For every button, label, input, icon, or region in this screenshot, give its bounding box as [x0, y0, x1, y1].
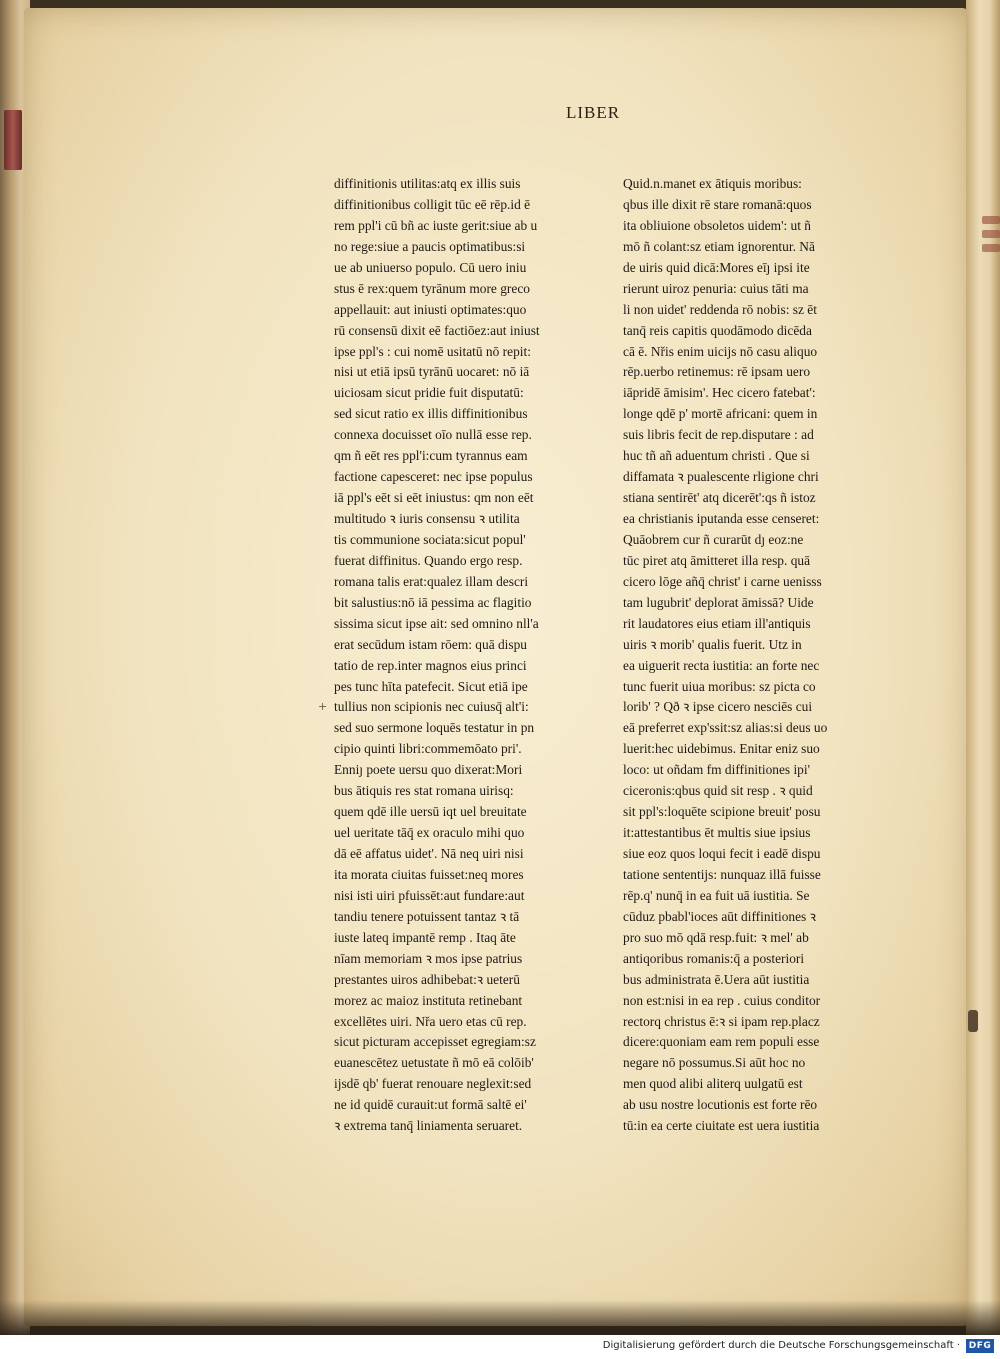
- text-line: rectorq christus ē:ꝛ si ipam rep.placz: [623, 1013, 820, 1029]
- text-line: ita obliuione obsoletos uidem': ut ñ: [623, 217, 812, 233]
- text-line: bus ātiquis res stat romana uirisq:: [334, 783, 514, 799]
- text-line: ita morata ciuitas fuisset:neq mores: [334, 866, 524, 882]
- book-clasp: [968, 1010, 978, 1032]
- text-line: iuste lateq impantē remp . Itaq āte: [334, 929, 516, 945]
- text-line: cā ē. Nřis enim uicijs nō casu aliquo: [623, 343, 818, 359]
- text-line: sissima sicut ipse ait: sed omnino nll'a: [334, 615, 539, 631]
- text-line: ue ab uniuerso populo. Cū uero iniu: [334, 259, 527, 275]
- text-line: non est:nisi in ea rep . cuius conditor: [623, 992, 821, 1008]
- text-line: suis libris fecit de rep.disputare : ad: [623, 427, 814, 443]
- text-line: it:attestantibus ēt multis siue ipsius: [623, 825, 811, 841]
- text-line: rierunt uiroz penuria: cuius tāti ma: [623, 280, 809, 296]
- text-line: men quod alibi aliterq uulgatū est: [623, 1076, 803, 1092]
- text-line: pes tunc hīta patefecit. Sicut etiā ipe: [334, 678, 528, 694]
- text-line: rēp.q' nunq̄ in ea fuit uā iustitia. Se: [623, 887, 810, 903]
- text-line: rit laudatores eius etiam ill'antiquis: [623, 615, 811, 631]
- text-line: factione capesceret: nec ipse populus: [334, 469, 533, 485]
- bookmark-ribbon: [4, 110, 22, 170]
- text-line: siue eoz quos loqui fecit i eadē dispu: [623, 846, 821, 861]
- text-line: sed sicut ratio ex illis diffinitionibus: [334, 406, 528, 422]
- text-line: dā eē affatus uidet'. Nā neq uiri nisi: [334, 846, 524, 861]
- text-line: Quid.n.manet ex ātiquis moribus:: [623, 176, 802, 191]
- text-line: multitudo ꝛ iuris consensu ꝛ utilita: [334, 511, 520, 526]
- text-line: erat secūdum istam rōem: quā dispu: [334, 636, 528, 652]
- text-line: tatio de rep.inter magnos eius princi: [334, 657, 527, 673]
- text-line: tūc piret atq āmitteret illa resp. quā: [623, 552, 811, 568]
- text-line: ea uiguerit recta iustitia: an forte nec: [623, 657, 820, 673]
- text-line: sit ppl's:loquēte scipione breuit' posu: [623, 804, 821, 820]
- text-line: ciceronis:qbus quid sit resp . ꝛ quid: [623, 783, 813, 799]
- text-line: nīam memoriam ꝛ mos ipse patrius: [334, 950, 523, 966]
- footer-bar: [0, 1335, 1000, 1359]
- dfg-logo: DFG: [966, 1339, 994, 1353]
- text-line: bus administrata ē.Uera aūt iustitia: [623, 971, 810, 987]
- text-line: diffamata ꝛ pualescente rligione chri: [623, 469, 819, 485]
- text-line: tū:in ea certe ciuitate est uera iustitia: [623, 1118, 820, 1134]
- text-line: bit salustius:nō iā pessima ac flagitio: [334, 594, 532, 610]
- text-line: cipio quinti libri:commemōato pri'.: [334, 741, 522, 757]
- text-line: huc tñ añ aduentum christi . Que si: [623, 448, 810, 464]
- text-line: li non uidet' reddenda rō nobis: sz ēt: [623, 301, 817, 317]
- text-line: ipse ppl's : cui nomē usitatū nō repit:: [334, 343, 531, 359]
- text-line: tis communione sociata:sicut popul': [334, 531, 526, 547]
- text-line: prestantes uiros adhibebat:ꝛ ueterū: [334, 971, 520, 987]
- text-line: luerit:hec uidebimus. Enitar eniz suo: [623, 741, 820, 757]
- text-line: rēp.uerbo retinemus: rē ipsam uero: [623, 364, 811, 380]
- text-line: nisi ut etiā ipsū tyrānū uocaret: nō iā: [334, 364, 530, 380]
- text-line: pro suo mō qdā resp.fuit: ꝛ mel' ab: [623, 929, 809, 945]
- text-line: longe qdē p' mortē africani: quem in: [623, 406, 818, 422]
- text-line: tandiu tenere potuissent tantaz ꝛ tā: [334, 908, 520, 924]
- text-line: ab usu nostre locutionis est forte rēo: [623, 1097, 818, 1113]
- text-line: ne id quidē curauit:ut formā saltē ei': [334, 1097, 527, 1113]
- text-line: Quāobrem cur ñ curarūt dȷ eoz:ne: [623, 531, 804, 547]
- text-line: uel ueritate tāq̄ ex oraculo mihi quo: [334, 825, 525, 841]
- text-line: diffinitionis utilitas:atq ex illis suis: [334, 176, 521, 191]
- text-line: fuerat diffinitus. Quando ergo resp.: [334, 552, 523, 568]
- text-line: stus ē rex:quem tyrānum more greco: [334, 280, 530, 296]
- text-line: sicut picturam accepisset egregiam:sz: [334, 1034, 536, 1050]
- text-line: uiris ꝛ morib' qualis fuerit. Utz in: [623, 636, 802, 652]
- text-line: Enniȷ poete uersu quo dixerat:Mori: [334, 762, 523, 778]
- text-line: romana talis erat:qualez illam descri: [334, 573, 529, 589]
- text-line: morez ac maioz instituta retinebant: [334, 992, 523, 1008]
- text-line: iāpridē āmisim'. Hec cicero fatebat':: [623, 385, 816, 401]
- text-line: ea christianis iputanda esse censeret:: [623, 511, 820, 526]
- text-line: nisi isti uiri pfuissēt:aut fundare:aut: [334, 887, 525, 903]
- text-line: tam lugubrit' deplorat āmissā? Uide: [623, 594, 814, 610]
- text-line: dicere:quoniam eam rem populi esse: [623, 1034, 820, 1050]
- text-line: ꝛ extrema tanq̄ liniamenta seruaret.: [334, 1118, 523, 1134]
- margin-mark: +: [318, 700, 328, 713]
- text-line: euanescētez uetustate ñ mō eā colōib': [334, 1055, 534, 1071]
- text-line: tullius non scipionis nec cuiusq̄ alt'i:: [334, 699, 529, 715]
- text-line: qm ñ eēt res ppl'i:cum tyrannus eam: [334, 448, 528, 464]
- text-line: uiciosam sicut pridie fuit disputatū:: [334, 385, 524, 401]
- text-line: cūduz pbabl'ioces aūt diffinitiones ꝛ: [623, 908, 816, 924]
- text-line: mō ñ colant:sz etiam ignorentur. Nā: [623, 238, 815, 254]
- text-line: rem ppl'i cū bñ ac iuste gerit:siue ab u: [334, 217, 538, 233]
- right-text-column: [623, 174, 861, 1137]
- text-line: eā preferret exp'ssit:sz alias:si deus uo: [623, 720, 828, 736]
- running-head: LIBER: [566, 103, 621, 122]
- text-line: antiqoribus romanis:q̄ a posteriori: [623, 950, 805, 966]
- text-line: tunc fuerit uiua moribus: sz picta co: [623, 678, 816, 694]
- text-line: quem qdē ille uersū iqt uel breuitate: [334, 804, 527, 820]
- text-line: tatione sententijs: nunquaz illā fuisse: [623, 866, 821, 882]
- text-line: ijsdē qb' fuerat renouare neglexit:sed: [334, 1076, 532, 1092]
- funding-credit: Digitalisierung gefördert durch die Deutsche Forschungsgemeinschaft ·: [602, 1340, 960, 1351]
- text-line: tanq̄ reis capitis quodāmodo dicēda: [623, 322, 812, 338]
- text-line: de uiris quid dicā:Mores eīȷ ipsi ite: [623, 259, 810, 275]
- left-text-column: [334, 174, 572, 1137]
- text-line: negare nō possumus.Si aūt hoc no: [623, 1055, 806, 1071]
- text-line: stiana sentirēt' atq dicerēt':qs ñ istoz: [623, 490, 816, 506]
- text-line: excellētes uiri. Nřa uero etas cū rep.: [334, 1013, 527, 1029]
- text-line: cicero lōge añq̄ christ' i carne uenisss: [623, 573, 822, 589]
- text-line: no rege:siue a paucis optimatibus:si: [334, 238, 526, 254]
- text-line: connexa docuisset oīo nullā esse rep.: [334, 427, 532, 443]
- text-line: loco: ut oñdam fm diffinitiones ipi': [623, 762, 811, 778]
- text-line: qbus ille dixit rē stare romanā:quos: [623, 196, 812, 212]
- scan-bottom-shadow: [0, 1300, 1000, 1335]
- text-line: diffinitionibus colligit tūc eē rēp.id ē: [334, 196, 531, 212]
- next-page-rubrication: [982, 210, 1000, 350]
- text-line: iā ppl's eēt si eēt iniustus: qm non eēt: [334, 490, 534, 506]
- text-line: sed suo sermone loquēs testatur in pn: [334, 720, 535, 736]
- right-page-fold: [966, 0, 1000, 1335]
- text-line: rū consensū dixit eē factiōez:aut iniust: [334, 322, 540, 338]
- text-line: lorib' ? Qð ꝛ ipse cicero nesciēs cui: [623, 699, 813, 715]
- text-line: appellauit: aut iniusti optimates:quo: [334, 301, 527, 317]
